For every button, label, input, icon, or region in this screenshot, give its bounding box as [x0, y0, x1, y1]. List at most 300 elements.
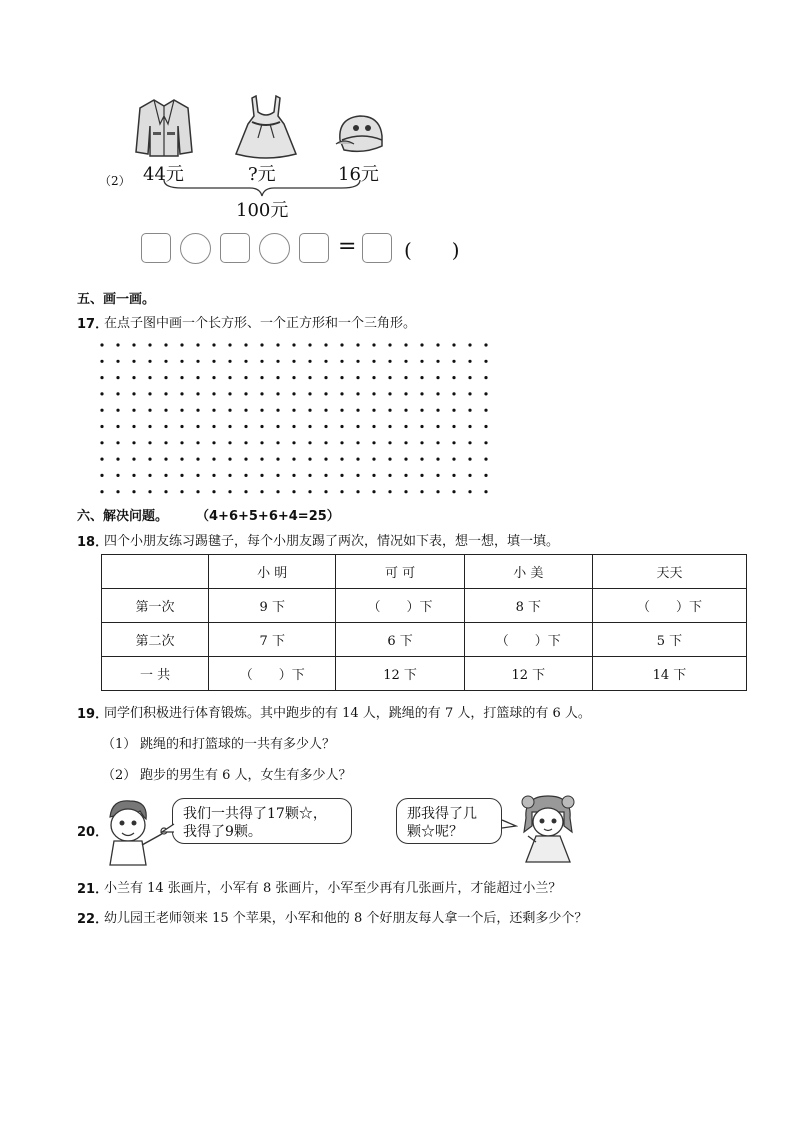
- grid-dot: [164, 425, 167, 428]
- grid-dot: [276, 360, 279, 363]
- table-cell: 7 下: [209, 623, 336, 657]
- grid-dot: [148, 458, 151, 461]
- score-table: [101, 554, 747, 691]
- grid-dot: [340, 441, 343, 444]
- grid-dot: [452, 490, 455, 493]
- grid-dot: [212, 458, 215, 461]
- grid-dot: [244, 474, 247, 477]
- grid-dot: [260, 343, 263, 346]
- grid-dot: [324, 392, 327, 395]
- bubble-right-tail: [500, 818, 518, 832]
- table-row: [102, 589, 747, 623]
- grid-dot: [308, 392, 311, 395]
- table-cell: 12 下: [464, 657, 592, 691]
- grid-dot: [484, 392, 487, 395]
- grid-dot: [100, 458, 103, 461]
- grid-dot: [468, 376, 471, 379]
- grid-dot: [116, 409, 119, 412]
- grid-dot: [436, 376, 439, 379]
- grid-dot: [292, 474, 295, 477]
- grid-dot: [356, 490, 359, 493]
- grid-dot: [292, 409, 295, 412]
- q19-sub1-text: 跳绳的和打篮球的一共有多少人？: [140, 737, 336, 752]
- table-header-cell: [102, 555, 209, 589]
- grid-dot: [388, 376, 391, 379]
- grid-dot: [148, 376, 151, 379]
- grid-dot: [100, 409, 103, 412]
- bubble-left-tail: [160, 822, 176, 836]
- grid-dot: [484, 490, 487, 493]
- grid-dot: [212, 392, 215, 395]
- grid-dot: [164, 458, 167, 461]
- grid-dot: [436, 490, 439, 493]
- grid-dot: [436, 474, 439, 477]
- grid-dot: [372, 343, 375, 346]
- grid-dot: [388, 490, 391, 493]
- grid-dot: [452, 458, 455, 461]
- grid-dot: [212, 441, 215, 444]
- bubble-left-line1: 我们一共得了17颗☆，: [183, 806, 327, 822]
- grid-dot: [420, 409, 423, 412]
- table-row: [102, 623, 747, 657]
- hat-price: 16元: [338, 164, 379, 185]
- table-blank-cell[interactable]: （ ）下: [592, 589, 746, 623]
- grid-dot: [276, 458, 279, 461]
- grid-dot: [100, 425, 103, 428]
- grid-dot: [468, 474, 471, 477]
- grid-dot: [452, 376, 455, 379]
- grid-dot: [116, 425, 119, 428]
- grid-dot: [132, 458, 135, 461]
- grid-dot: [180, 360, 183, 363]
- grid-dot: [244, 458, 247, 461]
- grid-dot: [244, 490, 247, 493]
- grid-dot: [100, 376, 103, 379]
- grid-dot: [420, 425, 423, 428]
- table-cell: 5 下: [592, 623, 746, 657]
- grid-dot: [420, 490, 423, 493]
- row-label: 第二次: [102, 623, 209, 657]
- grid-dot: [244, 441, 247, 444]
- table-header-cell: 小 美: [464, 555, 592, 589]
- jacket-illustration: [134, 96, 194, 162]
- grid-dot: [388, 425, 391, 428]
- speech-bubble-right: [396, 798, 502, 844]
- grid-dot: [100, 343, 103, 346]
- grid-dot: [404, 474, 407, 477]
- grid-dot: [308, 343, 311, 346]
- table-header-row: [102, 555, 747, 589]
- grid-dot: [244, 343, 247, 346]
- grid-dot: [436, 409, 439, 412]
- grid-dot: [164, 441, 167, 444]
- grid-dot: [388, 409, 391, 412]
- grid-dot: [196, 458, 199, 461]
- grid-dot: [372, 441, 375, 444]
- grid-dot: [244, 376, 247, 379]
- grid-dot: [260, 360, 263, 363]
- grid-dot: [372, 490, 375, 493]
- girl-illustration: [518, 792, 578, 864]
- grid-dot: [420, 474, 423, 477]
- grid-dot: [116, 490, 119, 493]
- grid-dot: [196, 490, 199, 493]
- grid-dot: [484, 474, 487, 477]
- grid-dot: [324, 458, 327, 461]
- q20-number: 20．: [77, 825, 109, 840]
- grid-dot: [452, 392, 455, 395]
- grid-dot: [308, 474, 311, 477]
- q22-text: 幼儿园王老师领来 15 个苹果，小军和他的 8 个好朋友每人拿一个后，还剩多少个？: [104, 911, 588, 926]
- grid-dot: [324, 441, 327, 444]
- grid-dot: [164, 343, 167, 346]
- grid-dot: [164, 490, 167, 493]
- grid-dot: [308, 490, 311, 493]
- grid-dot: [228, 441, 231, 444]
- grid-dot: [164, 474, 167, 477]
- grid-dot: [324, 409, 327, 412]
- grid-dot: [292, 360, 295, 363]
- grid-dot: [180, 425, 183, 428]
- grid-dot: [180, 458, 183, 461]
- grid-dot: [100, 474, 103, 477]
- grid-dot: [228, 376, 231, 379]
- grid-dot: [340, 490, 343, 493]
- grid-dot: [484, 409, 487, 412]
- grid-dot: [132, 392, 135, 395]
- grid-dot: [340, 392, 343, 395]
- grid-dot: [436, 343, 439, 346]
- grid-dot: [116, 343, 119, 346]
- grid-dot: [292, 392, 295, 395]
- grid-dot: [228, 409, 231, 412]
- table-cell: 12 下: [336, 657, 464, 691]
- grid-dot: [468, 392, 471, 395]
- table-header-cell: 可 可: [336, 555, 464, 589]
- q19-sub2-label: （2）: [102, 768, 137, 783]
- grid-dot: [356, 458, 359, 461]
- grid-dot: [484, 360, 487, 363]
- grid-dot: [116, 441, 119, 444]
- grid-dot: [308, 425, 311, 428]
- grid-dot: [484, 458, 487, 461]
- grid-dot: [276, 474, 279, 477]
- grid-dot: [388, 360, 391, 363]
- jacket-price: 44元: [143, 164, 184, 185]
- grid-dot: [148, 425, 151, 428]
- section6-title: 六、解决问题。: [77, 509, 169, 524]
- grid-dot: [404, 376, 407, 379]
- grid-dot: [276, 376, 279, 379]
- grid-dot: [388, 458, 391, 461]
- grid-dot: [196, 409, 199, 412]
- row-label: 一 共: [102, 657, 209, 691]
- grid-dot: [228, 425, 231, 428]
- dress-illustration: [234, 94, 298, 164]
- grid-dot: [148, 343, 151, 346]
- grid-dot: [436, 458, 439, 461]
- grid-dot: [244, 360, 247, 363]
- grid-dot: [340, 474, 343, 477]
- grid-dot: [260, 490, 263, 493]
- grid-dot: [244, 425, 247, 428]
- grid-dot: [356, 392, 359, 395]
- grid-dot: [372, 376, 375, 379]
- grid-dot: [260, 474, 263, 477]
- grid-dot: [228, 490, 231, 493]
- grid-dot: [484, 441, 487, 444]
- grid-dot: [292, 490, 295, 493]
- q2-label: （2）: [99, 174, 131, 188]
- equals-sign: =: [338, 234, 357, 259]
- grid-dot: [116, 474, 119, 477]
- table-header-cell: 小 明: [209, 555, 336, 589]
- q21-text: 小兰有 14 张画片，小军有 8 张画片，小军至少再有几张画片，才能超过小兰？: [104, 881, 562, 896]
- grid-dot: [100, 392, 103, 395]
- grid-dot: [452, 343, 455, 346]
- grid-dot: [148, 360, 151, 363]
- table-header-cell: 天天: [592, 555, 746, 589]
- grid-dot: [196, 360, 199, 363]
- grid-dot: [404, 392, 407, 395]
- q19-number: 19．: [77, 707, 109, 722]
- q22-number: 22．: [77, 912, 109, 927]
- grid-dot: [132, 360, 135, 363]
- grid-dot: [308, 409, 311, 412]
- grid-dot: [404, 441, 407, 444]
- grid-dot: [452, 441, 455, 444]
- grid-dot: [164, 409, 167, 412]
- grid-dot: [116, 458, 119, 461]
- grid-dot: [132, 376, 135, 379]
- grid-dot: [340, 360, 343, 363]
- row-label: 第一次: [102, 589, 209, 623]
- table-blank-cell[interactable]: （ ）下: [209, 657, 336, 691]
- table-cell: 6 下: [336, 623, 464, 657]
- answer-box-1[interactable]: [141, 233, 171, 263]
- grid-dot: [260, 392, 263, 395]
- grid-dot: [356, 343, 359, 346]
- grid-dot: [436, 360, 439, 363]
- grid-dot: [212, 425, 215, 428]
- grid-dot: [212, 376, 215, 379]
- grid-dot: [324, 474, 327, 477]
- grid-dot: [404, 490, 407, 493]
- grid-dot: [148, 392, 151, 395]
- grid-dot: [356, 425, 359, 428]
- bubble-right-line2: 颗☆呢？: [407, 824, 463, 840]
- grid-dot: [132, 409, 135, 412]
- grid-dot: [404, 409, 407, 412]
- section5-title: 五、画一画。: [77, 292, 156, 307]
- grid-dot: [132, 490, 135, 493]
- grid-dot: [196, 474, 199, 477]
- grid-dot: [468, 441, 471, 444]
- table-cell: 8 下: [464, 589, 592, 623]
- grid-dot: [356, 360, 359, 363]
- grid-dot: [420, 441, 423, 444]
- grid-dot: [468, 458, 471, 461]
- grid-dot: [180, 441, 183, 444]
- grid-dot: [388, 441, 391, 444]
- grid-dot: [324, 376, 327, 379]
- grid-dot: [164, 376, 167, 379]
- grid-dot: [180, 409, 183, 412]
- grid-dot: [116, 392, 119, 395]
- grid-dot: [420, 376, 423, 379]
- grid-dot: [436, 441, 439, 444]
- grid-dot: [420, 360, 423, 363]
- grid-dot: [180, 343, 183, 346]
- grid-dot: [388, 474, 391, 477]
- grid-dot: [484, 425, 487, 428]
- grid-dot: [372, 392, 375, 395]
- grid-dot: [340, 425, 343, 428]
- grid-dot: [164, 392, 167, 395]
- grid-dot: [308, 441, 311, 444]
- grid-dot: [228, 474, 231, 477]
- grid-dot: [372, 474, 375, 477]
- grid-dot: [132, 425, 135, 428]
- grid-dot: [244, 392, 247, 395]
- grid-dot: [100, 490, 103, 493]
- q18-number: 18．: [77, 535, 109, 550]
- answer-box-3[interactable]: [299, 233, 329, 263]
- grid-dot: [340, 343, 343, 346]
- grid-dot: [372, 360, 375, 363]
- q17-number: 17．: [77, 317, 109, 332]
- grid-dot: [260, 425, 263, 428]
- unit-paren: ( ): [404, 238, 460, 262]
- grid-dot: [468, 490, 471, 493]
- grid-dot: [260, 441, 263, 444]
- grid-dot: [228, 360, 231, 363]
- grid-dot: [212, 360, 215, 363]
- grid-dot: [372, 409, 375, 412]
- grid-dot: [292, 441, 295, 444]
- grid-dot: [308, 360, 311, 363]
- grid-dot: [116, 360, 119, 363]
- grid-dot: [196, 392, 199, 395]
- grid-dot: [276, 343, 279, 346]
- grid-dot: [420, 458, 423, 461]
- operator-circle-2[interactable]: [259, 233, 290, 264]
- grid-dot: [292, 458, 295, 461]
- hat-illustration: [334, 110, 386, 160]
- grid-dot: [276, 425, 279, 428]
- grid-dot: [340, 409, 343, 412]
- table-blank-cell[interactable]: （ ）下: [336, 589, 464, 623]
- grid-dot: [212, 490, 215, 493]
- grid-dot: [100, 441, 103, 444]
- grid-dot: [276, 490, 279, 493]
- grid-dot: [324, 360, 327, 363]
- grid-dot: [484, 376, 487, 379]
- grid-dot: [388, 343, 391, 346]
- grid-dot: [132, 441, 135, 444]
- grid-dot: [452, 425, 455, 428]
- grid-dot: [420, 343, 423, 346]
- grid-dot: [356, 409, 359, 412]
- answer-box-4[interactable]: [362, 233, 392, 263]
- answer-box-2[interactable]: [220, 233, 250, 263]
- table-blank-cell[interactable]: （ ）下: [464, 623, 592, 657]
- grid-dot: [212, 409, 215, 412]
- grid-dot: [436, 425, 439, 428]
- grid-dot: [260, 458, 263, 461]
- grid-dot: [260, 409, 263, 412]
- grid-dot: [356, 441, 359, 444]
- grid-dot: [308, 458, 311, 461]
- grid-dot: [452, 409, 455, 412]
- grid-dot: [324, 490, 327, 493]
- dot-grid[interactable]: [98, 341, 500, 497]
- grid-dot: [276, 441, 279, 444]
- grid-dot: [468, 343, 471, 346]
- speech-bubble-left: [172, 798, 352, 844]
- grid-dot: [324, 343, 327, 346]
- grid-dot: [180, 392, 183, 395]
- grid-dot: [436, 392, 439, 395]
- grid-dot: [228, 343, 231, 346]
- grid-dot: [228, 392, 231, 395]
- grid-dot: [116, 376, 119, 379]
- grid-dot: [340, 376, 343, 379]
- grid-dot: [404, 343, 407, 346]
- grid-dot: [212, 343, 215, 346]
- operator-circle-1[interactable]: [180, 233, 211, 264]
- grid-dot: [372, 425, 375, 428]
- grid-dot: [404, 425, 407, 428]
- grid-dot: [100, 360, 103, 363]
- grid-dot: [468, 360, 471, 363]
- grid-dot: [468, 425, 471, 428]
- grid-dot: [196, 441, 199, 444]
- q19-sub1-label: （1）: [102, 737, 137, 752]
- grid-dot: [196, 425, 199, 428]
- table-row: [102, 657, 747, 691]
- grid-dot: [244, 409, 247, 412]
- grid-dot: [180, 376, 183, 379]
- grid-dot: [148, 441, 151, 444]
- q17-text: 在点子图中画一个长方形、一个正方形和一个三角形。: [104, 316, 417, 331]
- table-cell: 14 下: [592, 657, 746, 691]
- grid-dot: [212, 474, 215, 477]
- grid-dot: [276, 409, 279, 412]
- bubble-left-line2: 我得了9颗。: [183, 824, 262, 840]
- grid-dot: [356, 474, 359, 477]
- grid-dot: [404, 360, 407, 363]
- grid-dot: [452, 474, 455, 477]
- grid-dot: [148, 474, 151, 477]
- grid-dot: [324, 425, 327, 428]
- grid-dot: [228, 458, 231, 461]
- table-cell: 9 下: [209, 589, 336, 623]
- grid-dot: [388, 392, 391, 395]
- grid-dot: [420, 392, 423, 395]
- grid-dot: [452, 360, 455, 363]
- q19-text: 同学们积极进行体育锻炼。其中跑步的有 14 人，跳绳的有 7 人，打篮球的有 6 人。: [104, 706, 591, 721]
- bubble-right-line1: 那我得了几: [407, 806, 477, 822]
- grid-dot: [196, 376, 199, 379]
- total-price: 100元: [236, 200, 289, 221]
- section6-points: （4+6+5+6+4=25）: [196, 509, 340, 524]
- grid-dot: [468, 409, 471, 412]
- grid-dot: [180, 474, 183, 477]
- q19-sub2-text: 跑步的男生有 6 人，女生有多少人？: [140, 768, 352, 783]
- grid-dot: [372, 458, 375, 461]
- grid-dot: [148, 409, 151, 412]
